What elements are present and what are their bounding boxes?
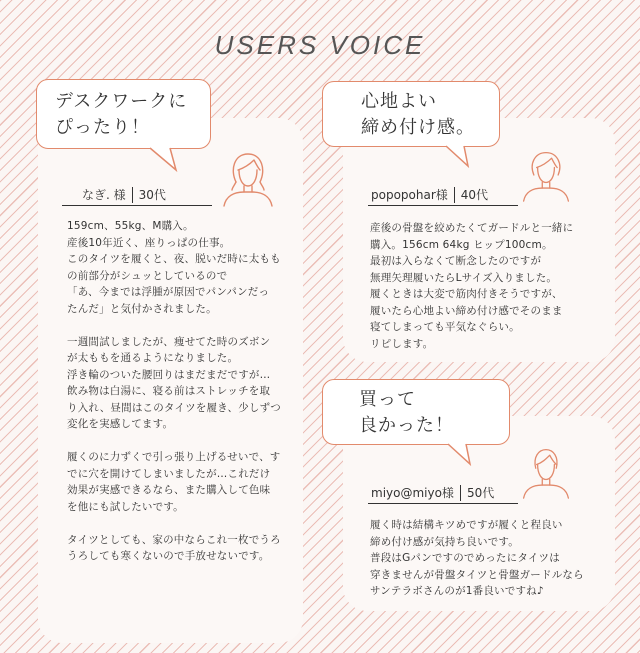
review-1-paragraph: 一週間試しましたが、痩せてた時のズボン が太ももを通るようになりました。 浮き輪のついた腰回りはまだまだですが… 飲み物は白湯に、寝る前はストレッチを取 り入れ、昼間はこのタイツを履き、少しずつ 変化を実感してます。 (67, 335, 281, 430)
avatar-long-hair-icon (518, 146, 574, 204)
review-2-body (370, 220, 610, 352)
review-3-name-bar (368, 483, 518, 504)
review-1-name-bar (62, 185, 212, 206)
review-3-age: 50代 (466, 486, 495, 500)
review-1-body (67, 218, 297, 565)
review-2-paragraph: 産後の骨盤を絞めたくてガードルと一緒に 購入。156cm 64kg ヒップ100cm。 最初は入らなくて断念したのですが 無理矢理履いたらLサイズ入りました。 履くときは大変で筋肉付きそうですが、 履いたら心地よい締め付け感でそのまま 寝てしまっても平気なぐらい。 リピします。 (370, 222, 574, 350)
review-2-age: 40代 (460, 188, 489, 202)
name-divider (132, 187, 133, 203)
review-2-headline: 心地よい 締め付け感。 (322, 81, 500, 147)
review-2-name-bar (368, 185, 518, 206)
review-2-bubble-tail (446, 144, 486, 174)
avatar-short-hair-icon (518, 443, 574, 501)
review-1-paragraph: 履くのに力ずくで引っ張り上げるせいで、す でに穴を開けてしまいましたが…これだけ 効果が実感できるなら、また購入して色味 を他にも試したいです。 (67, 451, 281, 513)
review-1-reviewer-name: なぎ. 様 (82, 188, 126, 202)
review-3-reviewer-name: miyo@miyo様 (371, 486, 454, 500)
review-1-bubble-tail (150, 146, 190, 176)
name-divider (454, 187, 455, 203)
review-3-body (370, 517, 610, 600)
review-1-age: 30代 (138, 188, 166, 202)
review-3-headline: 買って 良かった！ (322, 379, 510, 445)
review-2-reviewer-name: popopohar様 (371, 188, 448, 202)
review-3-bubble-tail (448, 442, 488, 472)
page-title: USERS VOICE (214, 30, 426, 60)
review-1-paragraph: タイツとしても、家の中ならこれ一枚でうろ うろしても寒くないので手放せないです。 (67, 533, 281, 562)
review-1-paragraph: 159cm、55kg、M購入。 産後10年近く、座りっぱの仕事。 このタイツを履くと、夜、脱いだ時に太もも の前部分がシュッとしているので 「あ、今までは浮腫が原因でパンパンだっ たんだ」と気付かされました。 (67, 220, 281, 315)
review-1-headline: デスクワークに ぴったり！ (36, 79, 211, 149)
avatar-long-hair-icon (218, 148, 278, 208)
name-divider (460, 485, 461, 501)
review-3-paragraph: 履く時は結構キツめですが履くと程良い 締め付け感が気持ち良いです。 普段はGパンですのでめったにタイツは 穿きませんが骨盤タイツと骨盤ガードルなら サンテラボさんのが1番良いですね♪ (370, 519, 584, 597)
